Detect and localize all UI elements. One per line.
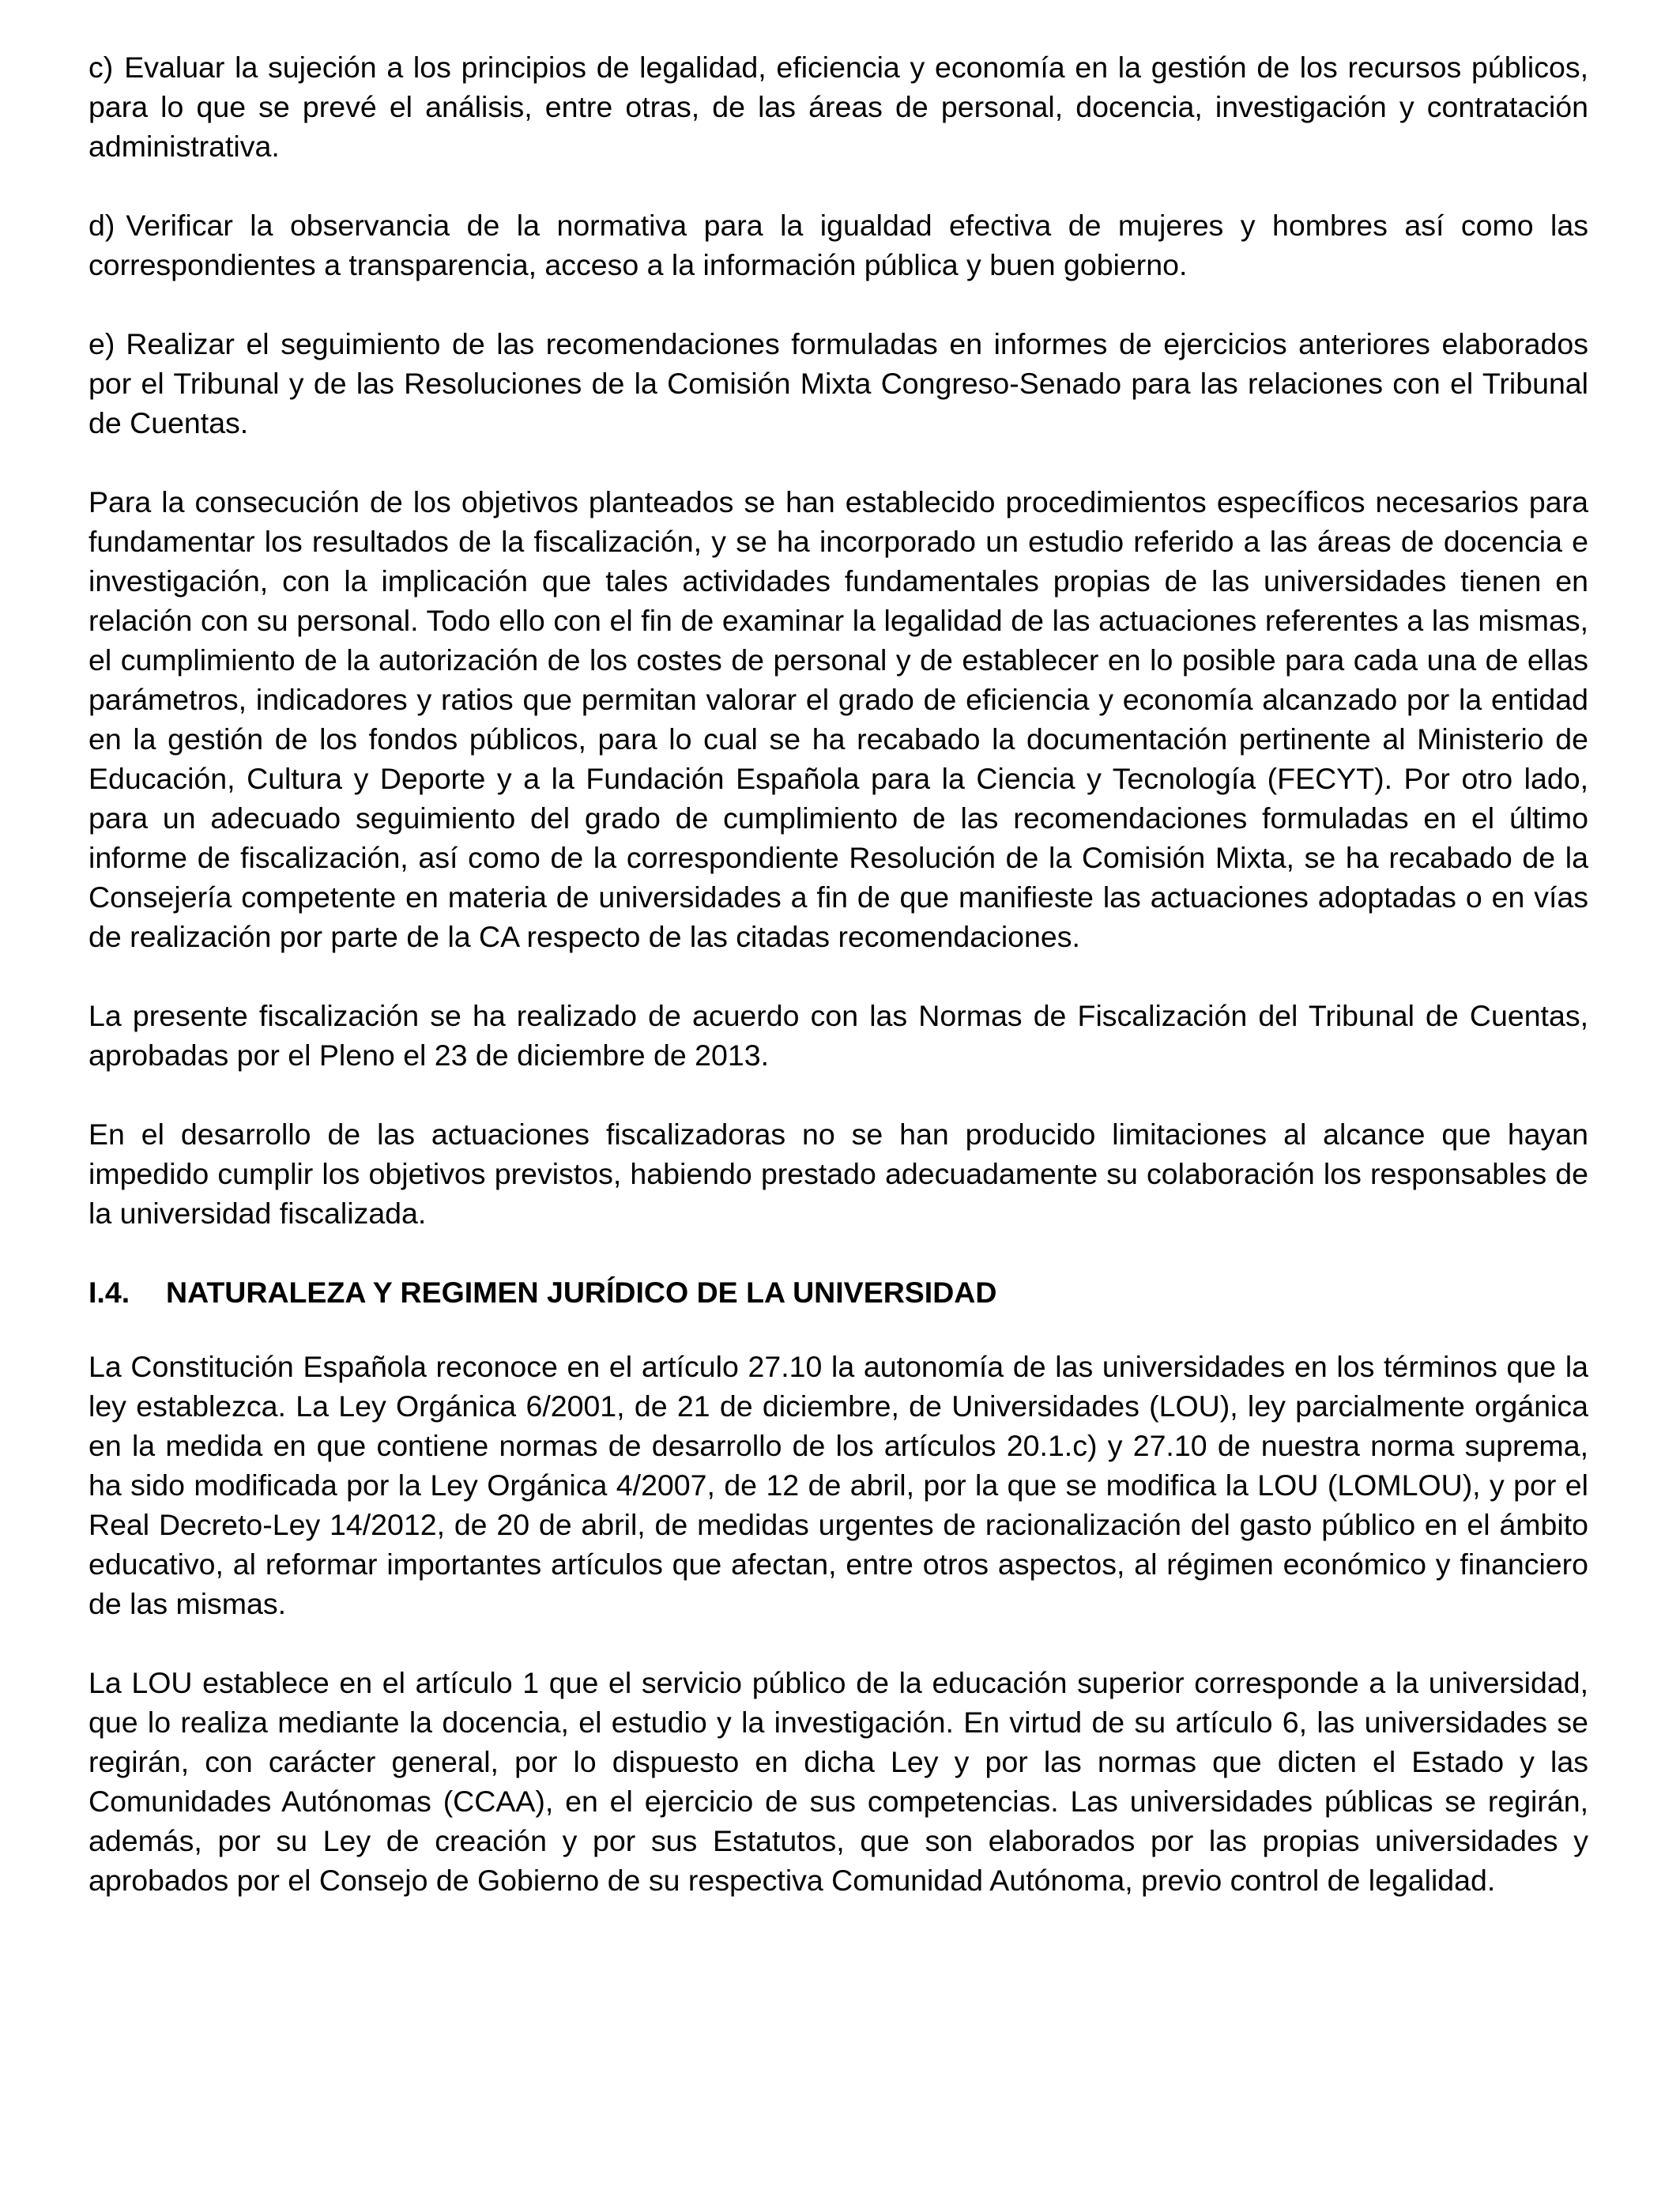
list-item-c (89, 47, 1588, 166)
paragraph-limitations: En el desarrollo de las actuaciones fiscalizadoras no se han producido limitaciones al alcance que hayan impedido cumplir los objetivos previstos, habiendo prestado adecuadamente su colaboración los responsables de la universidad fiscalizada. (89, 1118, 1588, 1230)
list-item-label: d) (89, 209, 115, 242)
section-number: I.4. (89, 1276, 130, 1309)
section-title: NATURALEZA Y REGIMEN JURÍDICO DE LA UNIVERSIDAD (166, 1276, 997, 1309)
list-item-d (89, 205, 1588, 285)
list-item-label: c) (89, 51, 114, 84)
section-heading (89, 1272, 1588, 1312)
paragraph-standards: La presente fiscalización se ha realizado de acuerdo con las Normas de Fiscalización del Tribunal de Cuentas, aprobadas por el Pleno el 23 de diciembre de 2013. (89, 999, 1588, 1072)
list-item-text: Evaluar la sujeción a los principios de legalidad, eficiencia y economía en la gestión de los recursos públicos, para lo que se prevé el análisis, entre otras, de las áreas de personal, docencia, investigación y contratación administrativa. (89, 51, 1588, 163)
list-item-text: Realizar el seguimiento de las recomendaciones formuladas en informes de ejercicios anteriores elaborados por el Tribunal y de las Resoluciones de la Comisión Mixta Congreso-Senado para las relaciones con el Tribunal de Cuentas. (89, 327, 1588, 439)
list-item-text: Verificar la observancia de la normativa para la igualdad efectiva de mujeres y hombres así como las correspondientes a transparencia, acceso a la información pública y buen gobierno. (89, 209, 1588, 281)
paragraph-procedures: Para la consecución de los objetivos planteados se han establecido procedimientos específicos necesarios para fundamentar los resultados de la fiscalización, y se ha incorporado un estudio referido a las áreas de docencia e investigación, con la implicación que tales actividades fundamentales propias de las universidades tienen en relación con su personal. Todo ello con el fin de examinar la legalidad de las actuaciones referentes a las mismas, el cumplimiento de la autorización de los costes de personal y de establecer en lo posible para cada una de ellas parámetros, indicadores y ratios que permitan valorar el grado de eficiencia y economía alcanzado por la entidad en la gestión de los fondos públicos, para lo cual se ha recabado la documentación pertinente al Ministerio de Educación, Cultura y Deporte y a la Fundación Española para la Ciencia y Tecnología (FECYT). Por otro lado, para un adecuado seguimiento del grado de cumplimiento de las recomendaciones formuladas en el último informe de fiscalización, así como de la correspondiente Resolución de la Comisión Mixta, se ha recabado de la Consejería competente en materia de universidades a fin de que manifieste las actuaciones adoptadas o en vías de realización por parte de la CA respecto de las citadas recomendaciones. (89, 485, 1588, 953)
list-item-label: e) (89, 327, 115, 360)
list-item-e (89, 324, 1588, 443)
document-page (89, 47, 1588, 1940)
paragraph-lou: La LOU establece en el artículo 1 que el servicio público de la educación superior corresponde a la universidad, que lo realiza mediante la docencia, el estudio y la investigación. En virtud de su artículo 6, las universidades se regirán, con carácter general, por lo dispuesto en dicha Ley y por las normas que dicten el Estado y las Comunidades Autónomas (CCAA), en el ejercicio de sus competencias. Las universidades públicas se regirán, además, por su Ley de creación y por sus Estatutos, que son elaborados por las propias universidades y aprobados por el Consejo de Gobierno de su respectiva Comunidad Autónoma, previo control de legalidad. (89, 1666, 1588, 1897)
paragraph-constitution: La Constitución Española reconoce en el artículo 27.10 la autonomía de las universidades en los términos que la ley establezca. La Ley Orgánica 6/2001, de 21 de diciembre, de Universidades (LOU), ley parcialmente orgánica en la medida en que contiene normas de desarrollo de los artículos 20.1.c) y 27.10 de nuestra norma suprema, ha sido modificada por la Ley Orgánica 4/2007, de 12 de abril, por la que se modifica la LOU (LOMLOU), y por el Real Decreto-Ley 14/2012, de 20 de abril, de medidas urgentes de racionalización del gasto público en el ámbito educativo, al reformar importantes artículos que afectan, entre otros aspectos, al régimen económico y financiero de las mismas. (89, 1350, 1588, 1620)
